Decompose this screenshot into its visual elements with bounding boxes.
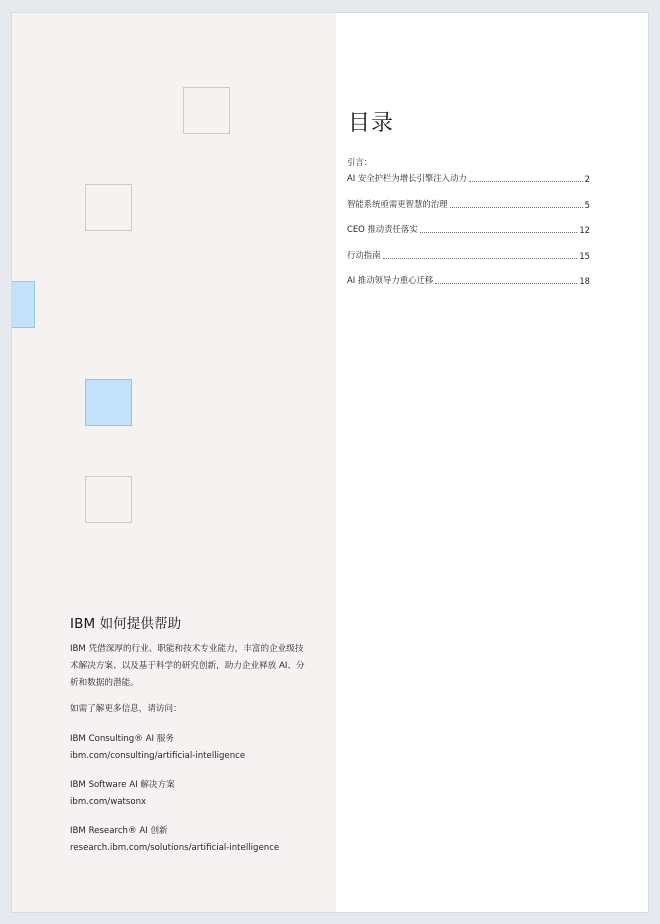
toc-entry-label: AI 推动领导力重心迁移 — [347, 275, 434, 285]
toc-entry-page: 2 — [584, 174, 590, 184]
help-link-item — [70, 823, 305, 857]
toc-entry[interactable] — [347, 198, 590, 210]
decorative-square — [183, 87, 230, 134]
help-link-item — [70, 777, 305, 811]
help-more-info: 如需了解更多信息，请访问： — [70, 704, 182, 714]
toc-entry[interactable] — [347, 274, 590, 286]
help-links — [70, 731, 305, 857]
toc-leader-dots — [450, 207, 583, 208]
toc-intro: 引言： — [347, 157, 373, 167]
toc-leader-dots — [383, 258, 578, 259]
help-link-name: IBM Software AI 解决方案 — [70, 780, 175, 790]
help-link-url[interactable]: research.ibm.com/solutions/artificial-intelligence — [70, 843, 280, 853]
toc-entry-label: CEO 推动责任落实 — [347, 224, 418, 234]
help-link-name: IBM Research® AI 创新 — [70, 826, 168, 836]
toc-entry-label: AI 安全护栏为增长引擎注入动力 — [347, 173, 467, 183]
help-link-item — [70, 731, 305, 765]
decorative-square-filled — [85, 379, 132, 426]
right-panel — [336, 13, 648, 912]
toc-leader-dots — [420, 232, 578, 233]
toc-title: 目录 — [348, 111, 395, 136]
toc-entry-page: 15 — [579, 250, 590, 261]
decorative-square — [85, 476, 132, 523]
toc-entry-page: 18 — [579, 276, 590, 286]
help-link-url[interactable]: ibm.com/watsonx — [70, 797, 147, 807]
help-link-name: IBM Consulting® AI 服务 — [70, 734, 174, 744]
help-title: IBM 如何提供帮助 — [70, 616, 182, 632]
toc-entry[interactable] — [347, 172, 590, 184]
decorative-square-filled — [12, 281, 35, 328]
help-link-url[interactable]: ibm.com/consulting/artificial-intelligence — [70, 751, 246, 761]
toc-entry-label: 行动指南 — [347, 249, 381, 260]
toc-entry-label: 智能系统亟需更智慧的治理 — [347, 198, 448, 209]
toc-entry[interactable] — [347, 249, 590, 261]
toc-entry-page: 12 — [579, 225, 590, 235]
help-description: IBM 凭借深厚的行业、职能和技术专业能力，丰富的企业级技术解决方案、以及基于科学的研究创新，助力企业释放 AI、分析和数据的潜能。 — [70, 644, 305, 688]
toc-leader-dots — [469, 181, 583, 182]
toc-leader-dots — [435, 283, 577, 284]
decorative-square — [85, 184, 132, 231]
toc-entry[interactable] — [347, 223, 590, 235]
help-section — [70, 612, 305, 869]
toc-entry-page: 5 — [584, 199, 590, 210]
toc-list — [347, 172, 590, 300]
